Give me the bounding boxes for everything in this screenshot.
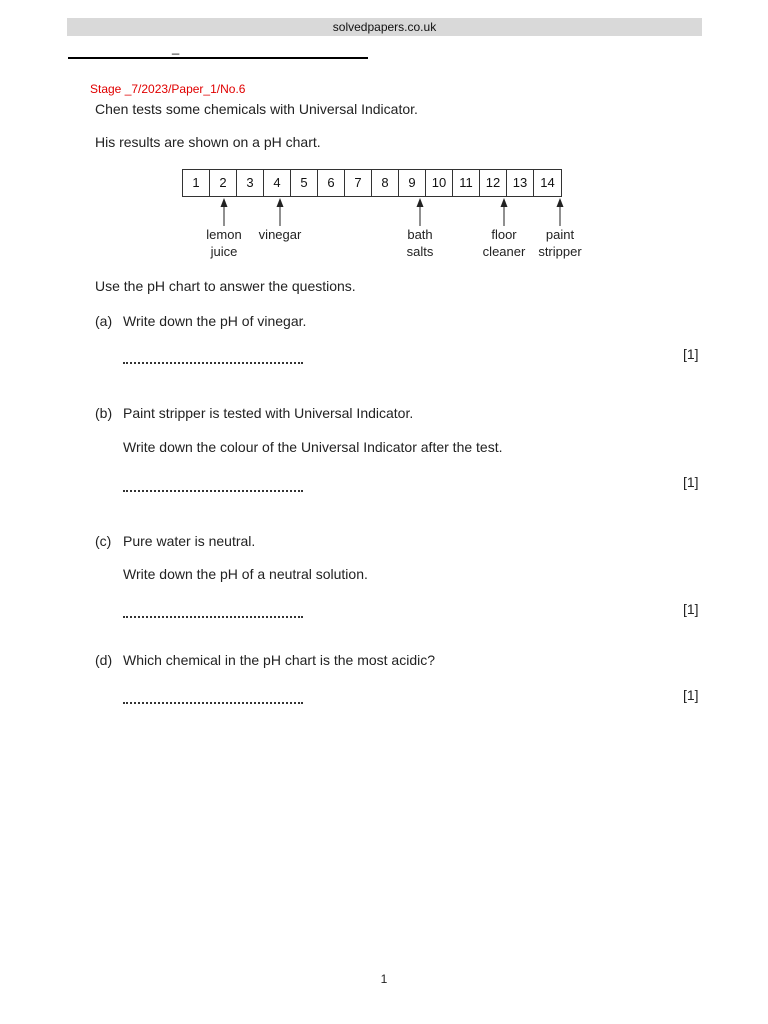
question-b-text-2: Write down the colour of the Universal Indicator after the test. bbox=[123, 439, 503, 455]
question-b-label: (b) bbox=[95, 405, 113, 421]
ph-cell: 2 bbox=[210, 170, 237, 196]
chemical-label bbox=[259, 226, 302, 243]
header-rule bbox=[68, 57, 368, 59]
intro-line-2: His results are shown on a pH chart. bbox=[95, 134, 321, 150]
chemical-label-line-2: salts bbox=[406, 244, 434, 259]
header-dash: _ bbox=[172, 40, 180, 55]
question-b-marks: [1] bbox=[683, 474, 699, 490]
chemical-label bbox=[407, 226, 434, 260]
ph-arrow-icon bbox=[499, 198, 509, 226]
ph-cell: 5 bbox=[291, 170, 318, 196]
question-c-text: Pure water is neutral. bbox=[123, 533, 256, 549]
chemical-label bbox=[483, 226, 526, 260]
ph-cell: 12 bbox=[480, 170, 507, 196]
instruction: Use the pH chart to answer the questions. bbox=[95, 278, 356, 294]
ph-cell: 10 bbox=[426, 170, 453, 196]
question-a-marks: [1] bbox=[683, 346, 699, 362]
ph-cell: 9 bbox=[399, 170, 426, 196]
chemical-label-line-2: cleaner bbox=[482, 244, 526, 259]
chemical-label-line-1: lemon bbox=[206, 227, 242, 242]
chemical-label bbox=[206, 226, 241, 260]
chemical-label-line-2: stripper bbox=[538, 244, 582, 259]
paper-reference: Stage _7/2023/Paper_1/No.6 bbox=[90, 82, 246, 96]
question-b-text: Paint stripper is tested with Universal Indicator. bbox=[123, 405, 414, 421]
chemical-label-line-2: juice bbox=[210, 244, 238, 259]
answer-line-a[interactable] bbox=[123, 358, 303, 364]
page-number: 1 bbox=[380, 972, 388, 986]
question-c-marks: [1] bbox=[683, 601, 699, 617]
question-a-label: (a) bbox=[95, 313, 113, 329]
ph-cell: 6 bbox=[318, 170, 345, 196]
ph-cell: 13 bbox=[507, 170, 534, 196]
site-header: solvedpapers.co.uk bbox=[67, 18, 702, 36]
answer-line-d[interactable] bbox=[123, 698, 303, 704]
chemical-label bbox=[538, 226, 581, 260]
ph-cell: 1 bbox=[183, 170, 210, 196]
ph-cell: 11 bbox=[453, 170, 480, 196]
ph-cell: 14 bbox=[540, 175, 555, 190]
question-c-text-2: Write down the pH of a neutral solution. bbox=[123, 566, 368, 582]
chemical-label-line-1: bath bbox=[407, 227, 433, 242]
ph-arrow-icon bbox=[275, 198, 285, 226]
intro-line-1: Chen tests some chemicals with Universal Indicator. bbox=[95, 101, 418, 117]
question-d-text: Which chemical in the pH chart is the most acidic? bbox=[123, 652, 436, 668]
ph-arrow-icon bbox=[219, 198, 229, 226]
question-d-label: (d) bbox=[95, 652, 113, 668]
ph-chart-scale bbox=[182, 169, 562, 197]
ph-arrow-icon bbox=[415, 198, 425, 226]
chemical-label-line-1: vinegar bbox=[258, 227, 302, 242]
question-c-label: (c) bbox=[95, 533, 112, 549]
chemical-label-line-1: paint bbox=[545, 227, 575, 242]
ph-arrow-icon bbox=[555, 198, 565, 226]
question-d-marks: [1] bbox=[683, 687, 699, 703]
ph-cell: 4 bbox=[264, 170, 291, 196]
answer-line-c[interactable] bbox=[123, 612, 303, 618]
question-a-text: Write down the pH of vinegar. bbox=[123, 313, 307, 329]
answer-line-b[interactable] bbox=[123, 486, 303, 492]
ph-cell: 8 bbox=[372, 170, 399, 196]
ph-cell: 3 bbox=[237, 170, 264, 196]
chemical-label-line-1: floor bbox=[491, 227, 517, 242]
ph-cell: 7 bbox=[345, 170, 372, 196]
